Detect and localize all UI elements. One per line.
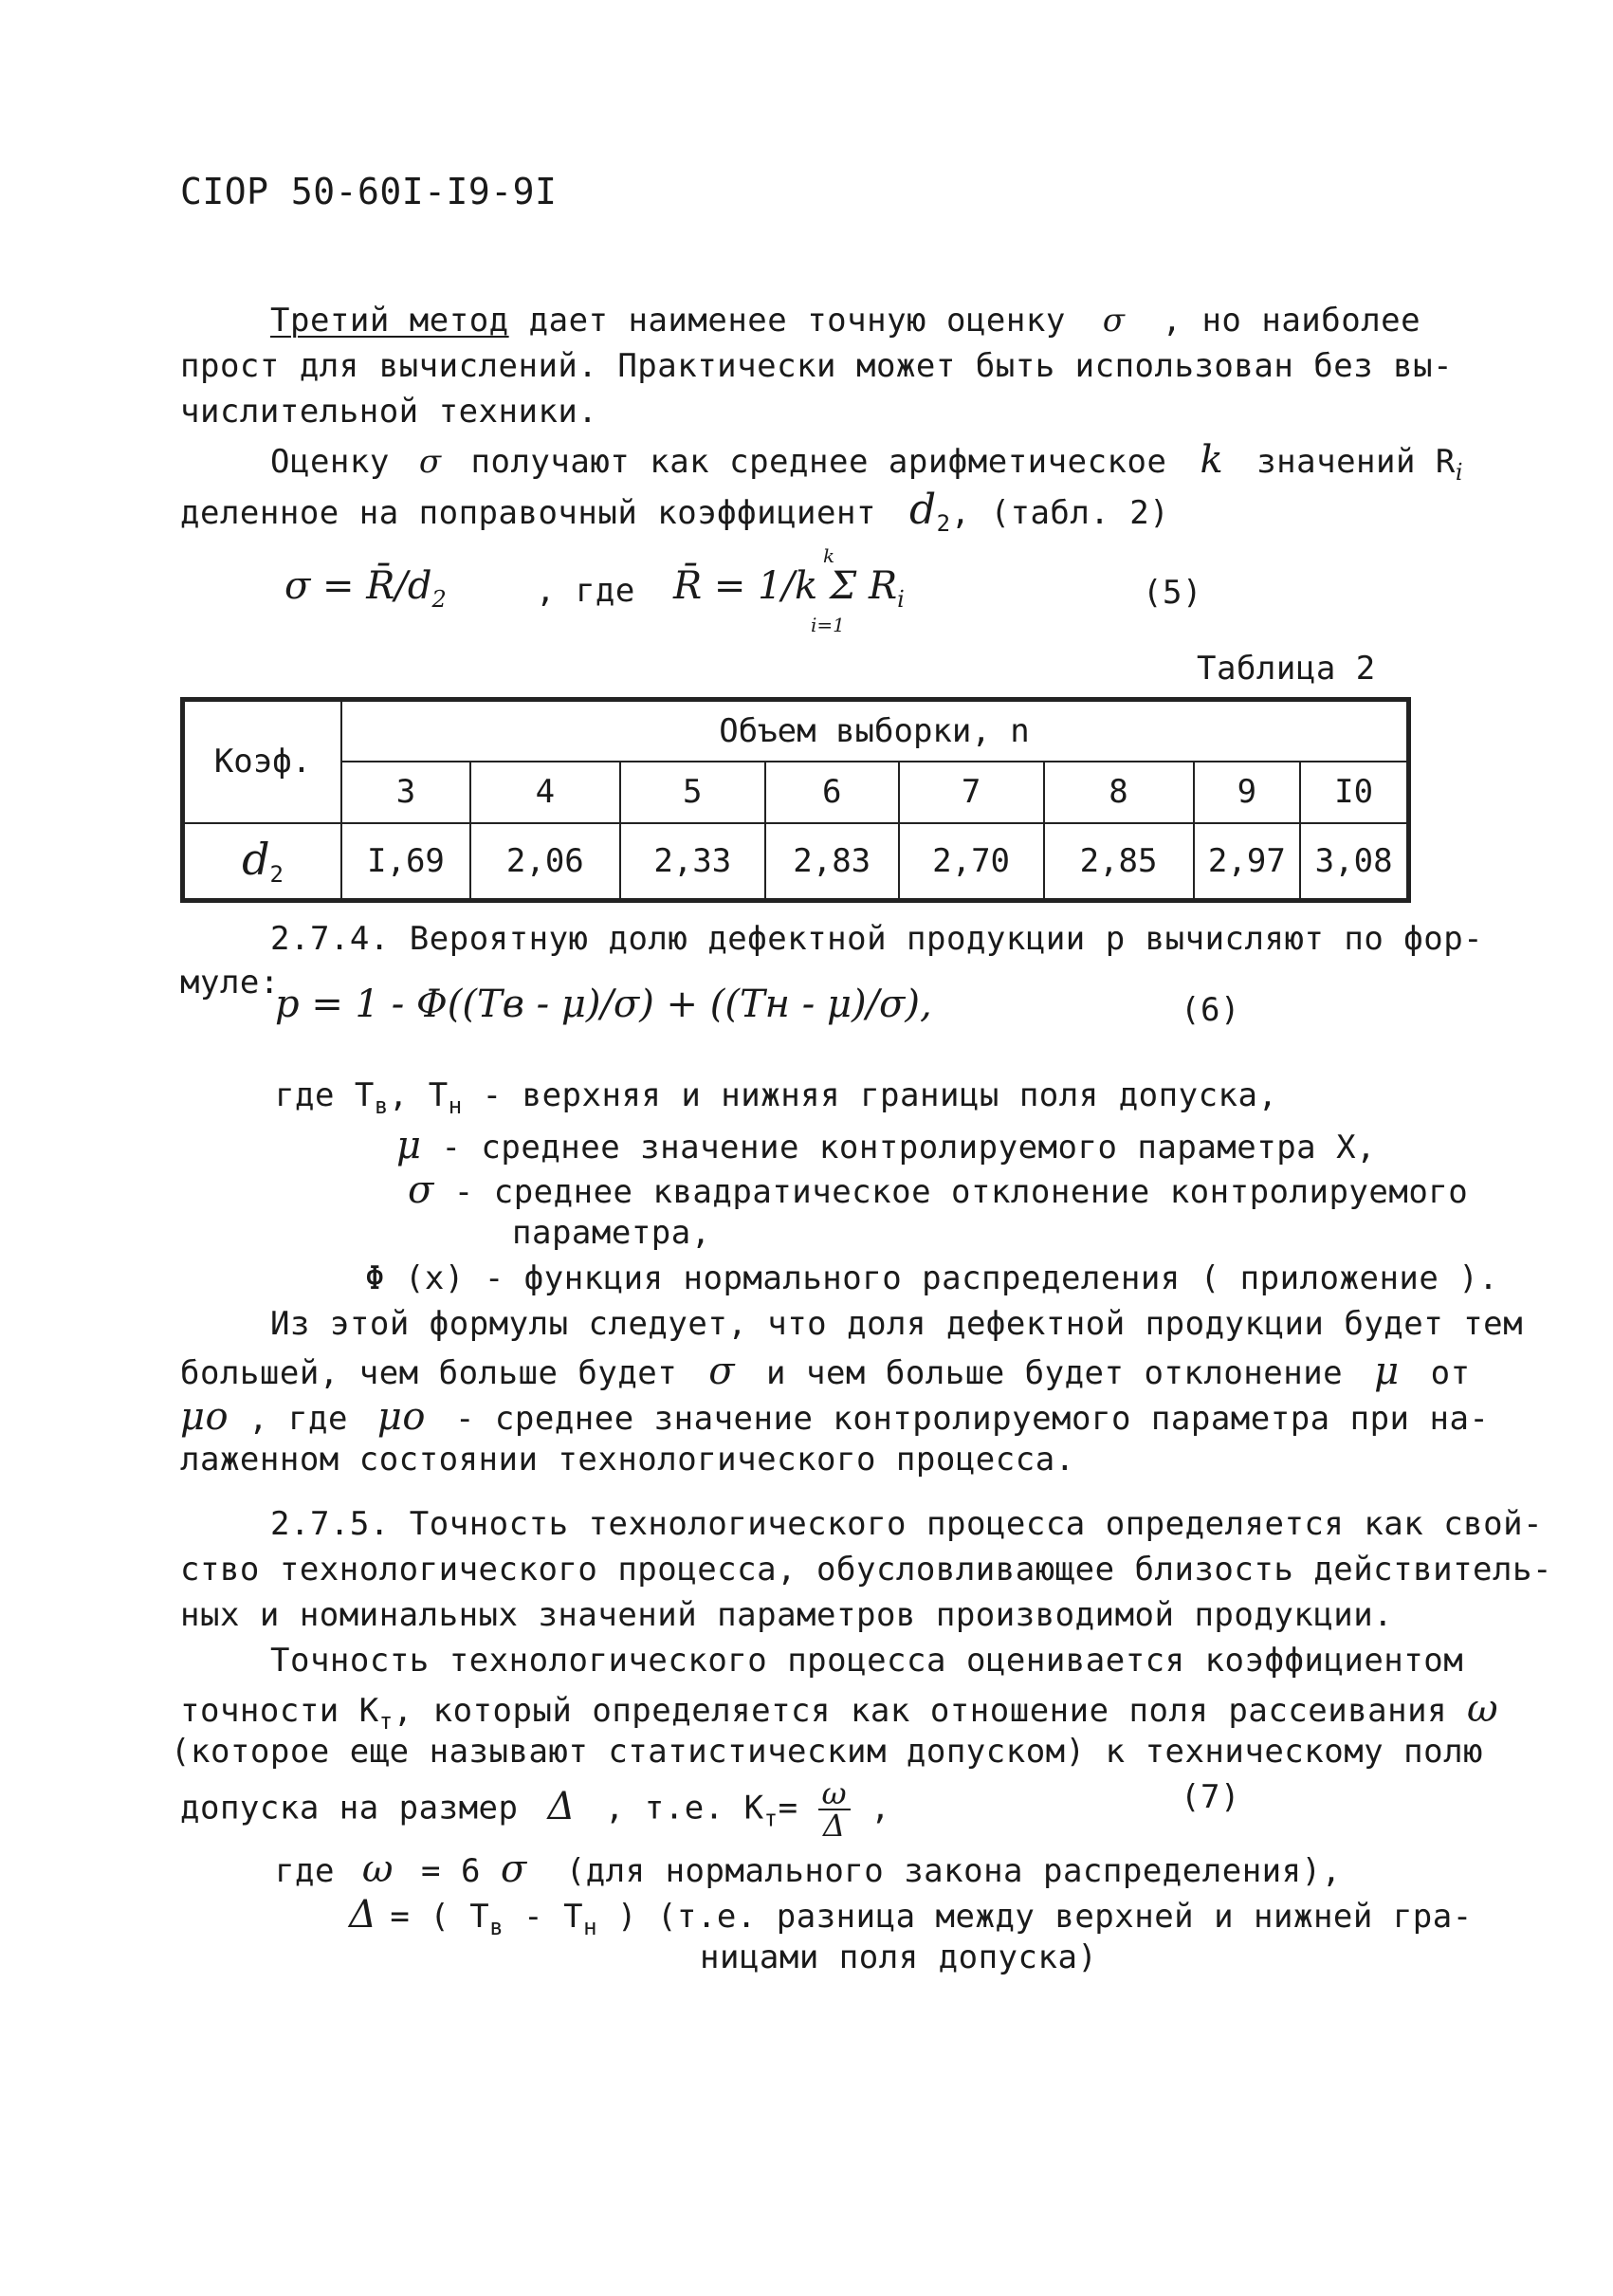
definition-line: где $T_в$, $T_н$ - верхняя и нижняя границы поля допуска, <box>275 1076 1278 1119</box>
paragraph-line: лаженном состоянии технологического процесса. <box>180 1441 1075 1479</box>
d2-row-label: $d_2$ <box>183 823 342 901</box>
fraction: $\frac{\omega}{\Delta}$ <box>818 1778 852 1841</box>
paragraph-line: большей, чем больше будет σ и чем больше будет отклонение μ от <box>180 1350 1471 1393</box>
formula-5-left: $\sigma = R̄/d_2$ <box>284 564 447 613</box>
paragraph-line: Третий метод дает наименее точную оценку σ , но наиболее <box>270 302 1421 340</box>
coefficient-table <box>180 697 1411 903</box>
n-value-cell: 6 <box>765 762 899 823</box>
paragraph-line: (которое еще называют статистическим допуском) к техническому полю <box>171 1733 1484 1771</box>
definition-line: σ - среднее квадратическое отклонение контролируемого <box>408 1168 1469 1212</box>
k-symbol: k <box>1200 438 1224 482</box>
paragraph-line: точности $K_т$, который определяется как отношение поля рассеивания ω <box>180 1687 1499 1735</box>
formula-6-number: (6) <box>1181 991 1240 1029</box>
paragraph-line: ство технологического процесса, обусловливающее близость действитель- <box>180 1551 1552 1589</box>
n-value-cell: 8 <box>1044 762 1194 823</box>
paragraph-line: Точность технологического процесса оценивается коэффициентом <box>270 1642 1464 1680</box>
paragraph-line: числительной техники. <box>180 393 598 431</box>
n-value-cell: 5 <box>620 762 765 823</box>
definition-line: Δ = ( $T_в - T_н$ ) (т.е. разница между верхней и нижней гра- <box>349 1893 1473 1940</box>
formula-5-number: (5) <box>1143 574 1202 612</box>
mu0-symbol: μo <box>376 1395 426 1439</box>
d2-value-cell: 2,33 <box>620 823 765 901</box>
mu-symbol: μ <box>1374 1350 1400 1393</box>
paragraph-line: деленное на поправочный коэффициент $d_2$, (табл. 2) <box>180 486 1170 537</box>
d2-value-cell: 2,70 <box>899 823 1044 901</box>
paragraph-line: допуска на размер Δ , т.е. $K_т=$ $\frac{\omega}{\Delta}$ , <box>180 1775 891 1844</box>
paragraph-line: Из этой формулы следует, что доля дефектной продукции будет тем <box>270 1305 1524 1343</box>
d2-symbol: d <box>908 486 937 534</box>
d2-value-cell: 3,08 <box>1300 823 1408 901</box>
sigma-symbol: σ <box>708 1350 736 1393</box>
paragraph-line: μo , где μo - среднее значение контролируемого параметра при на- <box>180 1395 1490 1439</box>
d2-value-cell: 2,83 <box>765 823 899 901</box>
omega-symbol: ω <box>361 1847 394 1891</box>
definition-line: Φ (x) - функция нормального распределения ( приложение ). <box>365 1259 1499 1297</box>
formula-5-right: R̄ = 1/k Σ $R_i$ <box>673 564 905 613</box>
table-caption: Таблица 2 <box>1197 650 1376 688</box>
paragraph-line: прост для вычислений. Практически может быть использован без вы- <box>180 347 1454 385</box>
paragraph-line: ных и номинальных значений параметров производимой продукции. <box>180 1596 1394 1634</box>
n-value-cell: I0 <box>1300 762 1408 823</box>
sum-upper-limit: k <box>823 544 835 567</box>
paragraph-line: 2.7.5. Точность технологического процесса определяется как свой- <box>270 1505 1544 1543</box>
document-code: СIОР 50-60I-I9-9I <box>180 171 558 212</box>
definition-line: ницами поля допуска) <box>700 1938 1098 1976</box>
formula-5-where: , где <box>536 572 635 610</box>
sigma-symbol: σ <box>408 1168 434 1212</box>
n-value-cell: 7 <box>899 762 1044 823</box>
omega-symbol: ω <box>1467 1687 1499 1731</box>
formula-6: p = 1 - Φ((Tв - μ)/σ) + ((Tн - μ)/σ), <box>275 983 932 1026</box>
sigma-symbol: σ <box>500 1847 527 1891</box>
delta-symbol: Δ <box>349 1893 377 1937</box>
paragraph-line: муле: <box>180 964 280 1001</box>
paragraph-line: 2.7.4. Вероятную долю дефектной продукции p вычисляют по фор- <box>270 920 1484 958</box>
d2-value-cell: 2,06 <box>470 823 620 901</box>
n-value-cell: 4 <box>470 762 620 823</box>
coef-header-cell: Коэф. <box>183 700 342 823</box>
definition-line: μ - среднее значение контролируемого параметра X, <box>396 1124 1377 1167</box>
delta-symbol: Δ <box>547 1784 576 1828</box>
definition-line: где ω = 6 σ (для нормального закона распределения), <box>275 1847 1342 1891</box>
d2-value-cell: I,69 <box>341 823 470 901</box>
mu0-symbol: μo <box>180 1395 229 1439</box>
n-value-cell: 9 <box>1194 762 1301 823</box>
sample-size-header: Объем выборки, n <box>341 700 1408 762</box>
n-value-cell: 3 <box>341 762 470 823</box>
d2-value-cell: 2,85 <box>1044 823 1194 901</box>
sigma-symbol: σ <box>418 443 442 481</box>
sum-lower-limit: i=1 <box>811 614 845 636</box>
d2-value-cell: 2,97 <box>1194 823 1301 901</box>
sigma-symbol: σ <box>1102 302 1126 340</box>
mu-symbol: μ <box>396 1124 422 1167</box>
definition-line: параметра, <box>512 1214 711 1252</box>
formula-7-number: (7) <box>1181 1778 1240 1816</box>
paragraph-line: Оценку σ получают как среднее арифметическое k значений $R_i$ <box>270 438 1464 486</box>
third-method-term: Третий метод <box>270 302 509 340</box>
